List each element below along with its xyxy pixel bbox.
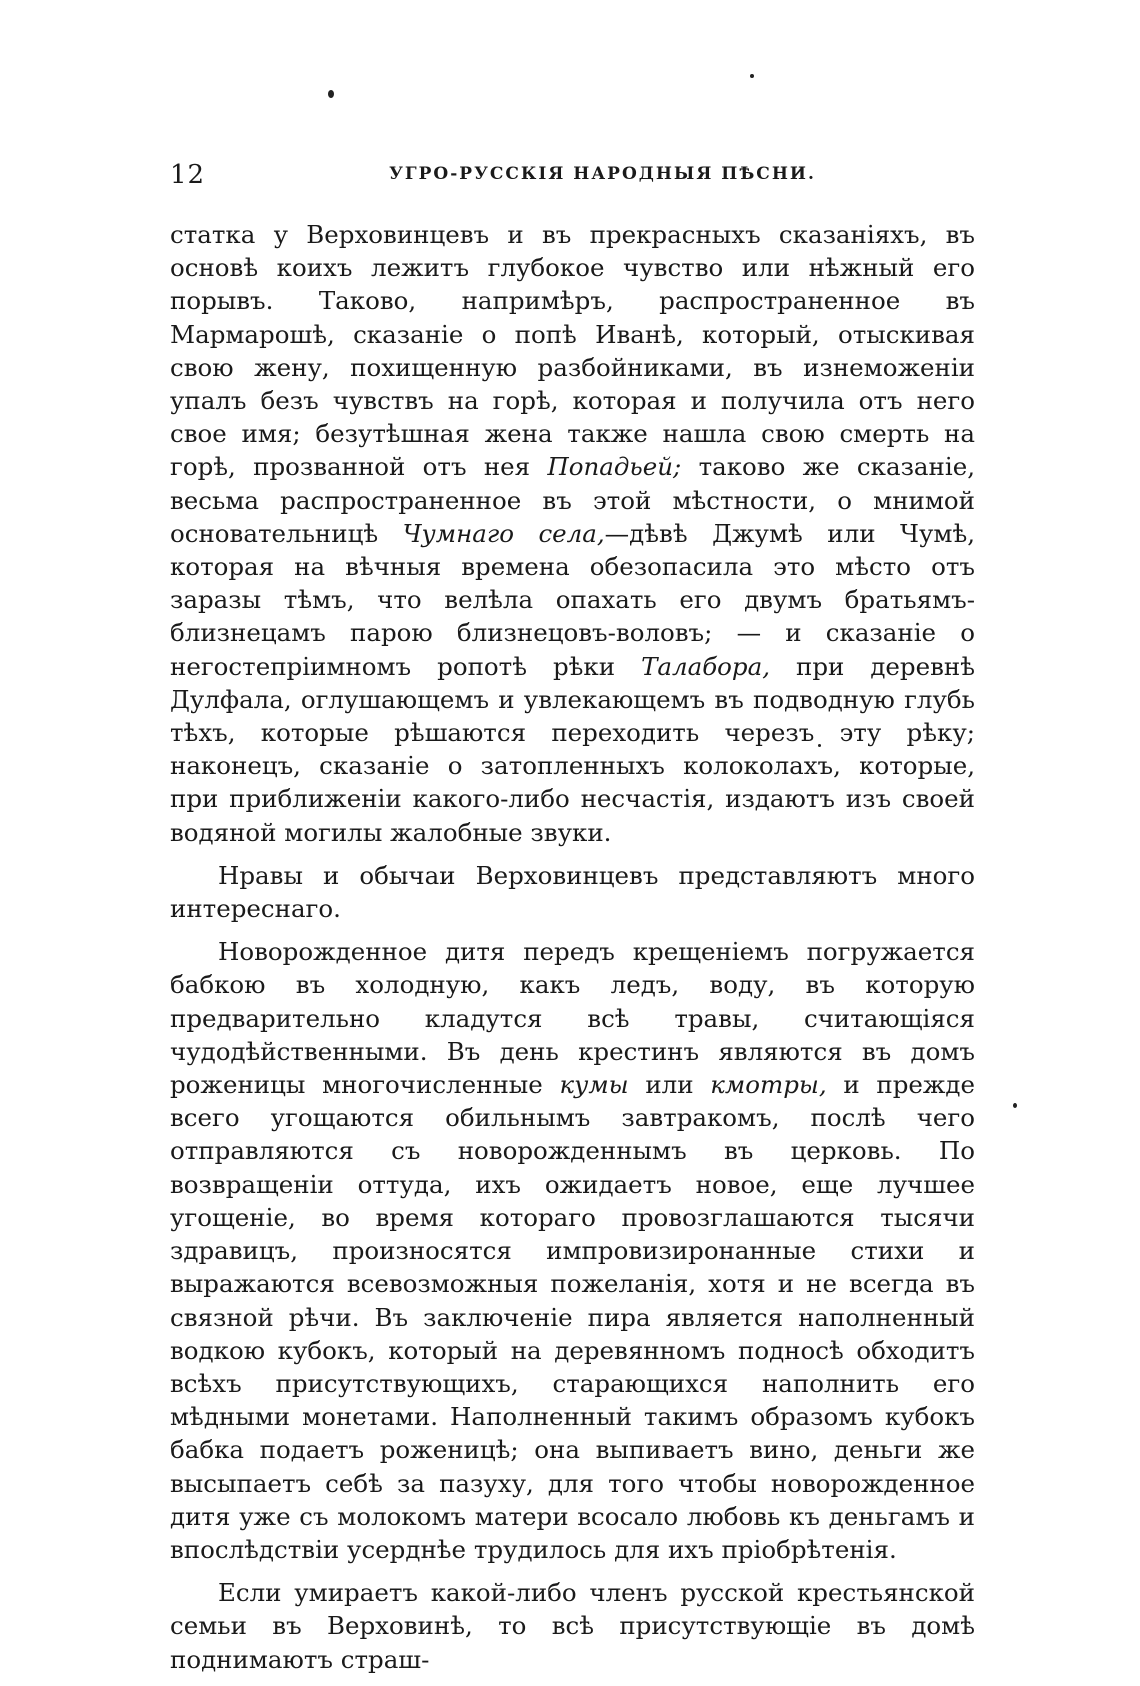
text-run: статка у Верховинцевъ и въ прекрасныхъ сказаніяхъ, въ основѣ коихъ лежитъ глубокое чувство или нѣжный его порывъ. Таково, напримѣръ, распространенное въ Мармарошѣ, сказаніе о попѣ Иванѣ, который, отыскивая свою жену, похищенную разбойниками, въ изнеможеніи упалъ безъ чувствъ на горѣ, которая и получила отъ него свое имя; безутѣшная жена также нашла свою смерть на горѣ, прозванной отъ нея	[170, 220, 975, 482]
ink-speck	[328, 90, 334, 98]
ink-speck	[1013, 1103, 1017, 1108]
text-run: Если умираетъ какой-либо членъ русской крестьянской семьи въ Верховинѣ, то всѣ присутствующіе въ домѣ поднимаютъ страш-	[170, 1578, 975, 1674]
ink-speck	[750, 74, 754, 78]
page-header	[170, 160, 975, 200]
paragraph-1	[170, 218, 975, 849]
text-run: или	[628, 1070, 711, 1100]
text-run: —дѣвѣ Джумѣ или Чумѣ, которая на вѣчныя времена обезопасила это мѣсто отъ заразы тѣмъ, что велѣла опахать его двумъ братьямъ-близнецамъ парою близнецовъ-воловъ; — и сказаніе о негостепріимномъ ропотѣ рѣки	[170, 518, 976, 681]
paragraph-2	[170, 859, 975, 925]
italic-river-name: Талабора,	[641, 651, 770, 681]
running-title: УГРО-РУССКІЯ НАРОДНЫЯ ПѢСНИ.	[389, 164, 816, 184]
page-number: 12	[170, 160, 206, 190]
text-run: при деревнѣ Дулфала, оглушающемъ и увлекающемъ въ подводную глубь тѣхъ, которые рѣшаются переходить черезъ эту рѣку; наконецъ, сказаніе о затопленныхъ колоколахъ, которые, при приближеніи какого-либо несчастія, издаютъ изъ своей водяной могилы жалобные звуки.	[170, 651, 975, 847]
italic-term: кмотры,	[710, 1070, 827, 1100]
body-text	[170, 218, 975, 1686]
text-run: Новорожденное дитя передъ крещеніемъ погружается бабкою въ холодную, какъ ледъ, воду, въ которую предварительно кладутся всѣ травы, считающіяся чудодѣйственными. Въ день крестинъ являются въ домъ роженицы многочисленные	[170, 937, 975, 1100]
paragraph-3	[170, 935, 975, 1566]
italic-term: кумы	[559, 1070, 629, 1100]
italic-place-name: Попадьей;	[547, 452, 682, 482]
text-run: и прежде всего угощаются обильнымъ завтракомъ, послѣ чего отправляются съ новорожденнымъ въ церковь. По возвращеніи оттуда, ихъ ожидаетъ новое, еще лучшее угощеніе, во время котораго провозглашаются тысячи здравицъ, произносятся импровизиронанные стихи и выражаются всевозможныя пожеланія, хотя и не всегда въ связной рѣчи. Въ заключеніе пира является наполненный водкою кубокъ, который на деревянномъ подносѣ обходитъ всѣхъ присутствующихъ, старающихся наполнить его мѣдными монетами. Наполненный такимъ образомъ кубокъ бабка подаетъ роженицѣ; она выпиваетъ вино, деньги же высыпаетъ себѣ за пазуху, для того чтобы новорожденное дитя уже съ молокомъ матери всосало любовь къ деньгамъ и впослѣдствіи усерднѣе трудилось для ихъ пріобрѣтенія.	[170, 1070, 975, 1564]
italic-place-name: Чумнаго села,	[402, 518, 605, 548]
text-run: таково же сказаніе, весьма распространенное въ этой мѣстности, о мнимой основательницѣ	[170, 452, 975, 548]
text-run: Нравы и обычаи Верховинцевъ представляютъ много интереснаго.	[170, 860, 975, 924]
paragraph-4	[170, 1576, 975, 1676]
